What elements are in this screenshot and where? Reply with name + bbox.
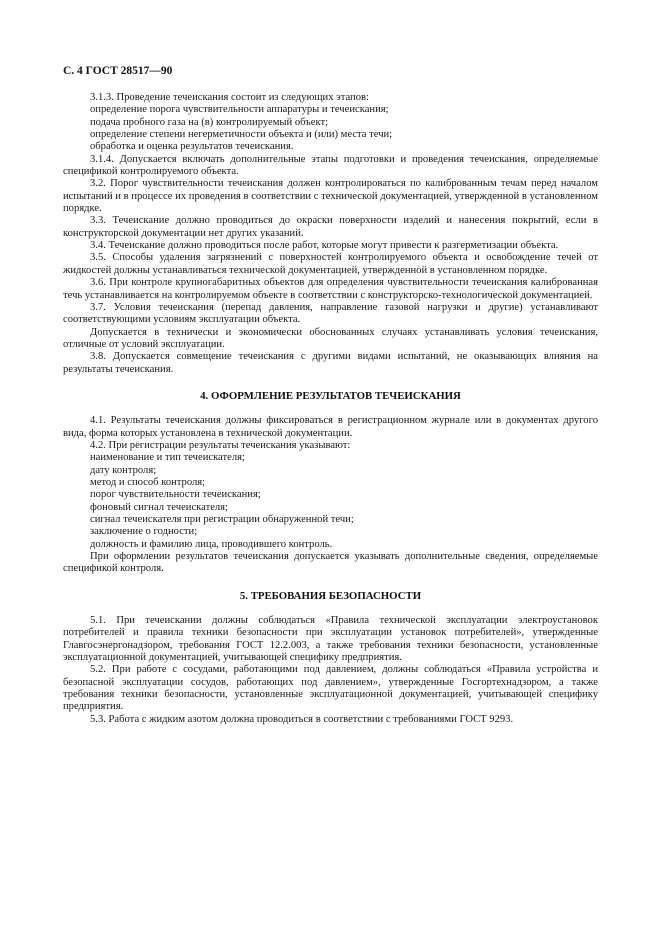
- paragraph-3-1-4: 3.1.4. Допускается включать дополнительные этапы подготовки и проведения течеискания, определяемые спецификой контролируемого объекта.: [63, 153, 598, 178]
- running-head: С. 4 ГОСТ 28517—90: [63, 65, 173, 77]
- paragraph-4-1: 4.1. Результаты течеискания должны фиксироваться в регистрационном журнале или в документах другого вида, форма которых установлена в технической документации.: [63, 415, 598, 439]
- section-4-title: 4. ОФОРМЛЕНИЕ РЕЗУЛЬТАТОВ ТЕЧЕИСКАНИЯ: [200, 389, 461, 402]
- list-item: должность и фамилию лица, проводившего контроль.: [90, 538, 333, 550]
- paragraph-4-2-note: При оформлении результатов течеискания допускается указывать дополнительные сведения, определяемые спецификой контроля.: [63, 551, 598, 575]
- paragraph-5-1: 5.1. При течеискании должны соблюдаться «Правила технической эксплуатации электроустановок потребителей и правила техники безопасности при эксплуатации установок потребителей», утвержденные Главгосэнергонадзором, требования ГОСТ 12.2.003, а также требования техники безопасности, установленные эксплуатационной документацией, учитывающей специфику предприятия.: [63, 615, 598, 664]
- paragraph-3-7-note: Допускается в технически и экономически обоснованных случаях устанавливать условия течеискания, отличные от условий эксплуатации.: [63, 326, 598, 350]
- document-page: [63, 64, 598, 726]
- list-item: фоновый сигнал течеискателя;: [90, 501, 228, 513]
- paragraph-3-5: 3.5. Способы удаления загрязнений с поверхностей контролируемого объекта и освобождение течей от жидкостей должны устанавливаться технической документацией, утвержденной в установленном порядке.: [63, 252, 598, 276]
- list-item: определение степени негерметичности объекта и (или) места течи;: [90, 129, 393, 141]
- list-item: сигнал течеискателя при регистрации обнаруженной течи;: [90, 514, 354, 525]
- section-3-body: [63, 92, 598, 376]
- paragraph-4-2: 4.2. При регистрации результаты течеискания указывают:: [90, 439, 351, 451]
- list-item: подача пробного газа на (в) контролируемый объект;: [90, 116, 329, 128]
- paragraph-3-8: 3.8. Допускается совмещение течеискания с другими видами испытаний, не оказывающих влияния на результаты течеискания.: [63, 351, 598, 375]
- paragraph-5-3: 5.3. Работа с жидким азотом должна проводиться в соответствии с требованиями ГОСТ 9293.: [90, 713, 514, 725]
- section-5-body: [63, 615, 598, 726]
- list-item: порог чувствительности течеискания;: [90, 489, 261, 501]
- section-5-title: 5. ТРЕБОВАНИЯ БЕЗОПАСНОСТИ: [239, 589, 422, 602]
- paragraph-3-2: 3.2. Порог чувствительности течеискания должен контролироваться по калиброванным течам перед началом испытаний и в процессе их проведения в соответствии с технической документацией, утвержденной в установленном порядке.: [63, 178, 598, 215]
- list-item: определение порога чувствительности аппаратуры и течеискания;: [90, 104, 389, 116]
- list-item: заключение о годности;: [90, 526, 198, 538]
- paragraph-3-7: 3.7. Условия течеискания (перепад давления, направление газовой нагрузки и другие) устанавливают соответствующими условиям эксплуатации объекта.: [63, 301, 598, 326]
- paragraph-3-6: 3.6. При контроле крупногабаритных объектов для определения чувствительности течеискания калиброванная течь устанавливается на контролируемом объекте в соответствии с конструкторско-технологической документацией.: [63, 277, 598, 301]
- list-item: наименование и тип течеискателя;: [90, 452, 245, 464]
- paragraph-5-2: 5.2. При работе с сосудами, работающими под давлением, должны соблюдаться «Правила устройства и безопасной эксплуатации сосудов, работающих под давлением», утвержденные Госгортехнадзором, а также требования техники безопасности, установленные эксплуатационной документацией, учитывающей специфику предприятия.: [63, 664, 598, 713]
- paragraph-3-3: 3.3. Течеискание должно проводиться до окраски поверхности изделий и нанесения покрытий, если в конструкторской документации нет других указаний.: [63, 215, 598, 239]
- paragraph-3-4: 3.4. Течеискание должно проводиться после работ, которые могут привести к разгерметизации объекта.: [90, 240, 559, 252]
- section-4-body: [63, 415, 598, 575]
- list-item: метод и способ контроля;: [90, 476, 206, 488]
- list-item: дату контроля;: [90, 464, 157, 476]
- paragraph-3-1-3: 3.1.3. Проведение течеискания состоит из следующих этапов:: [90, 92, 369, 103]
- list-item: обработка и оценка результатов течеискания.: [90, 141, 294, 153]
